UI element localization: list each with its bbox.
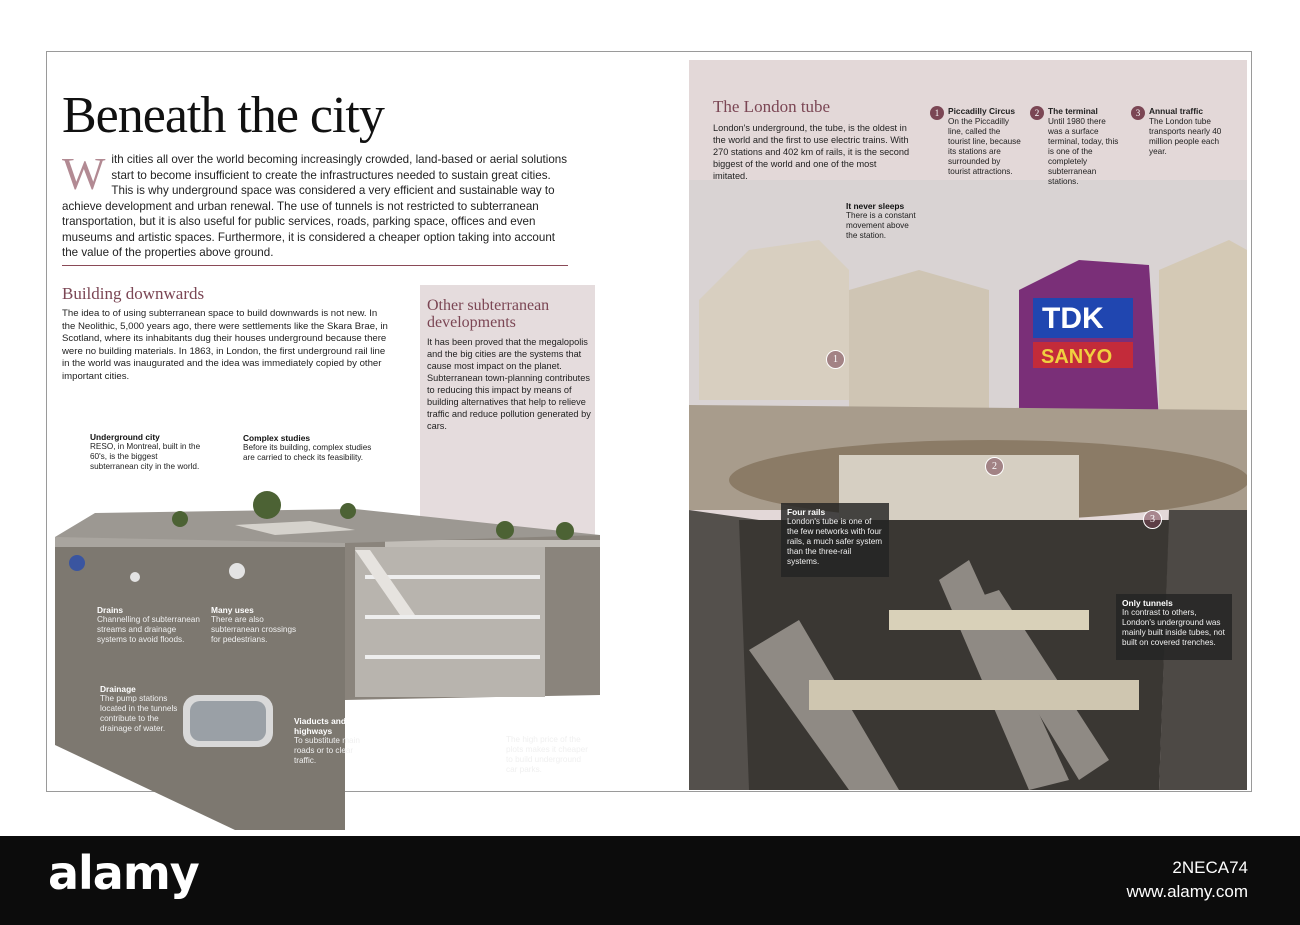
image-id: 2NECA74	[1172, 858, 1248, 877]
callout-text: To substitute main roads or to clear traffic.	[294, 736, 360, 765]
callout-never-sleeps	[846, 201, 918, 241]
sanyo-sign: SANYO	[1041, 346, 1113, 368]
callout-title: Viaducts and highways	[294, 716, 346, 736]
other-text: It has been proved that the megalopolis and the big cities are the systems that cause most impact on the planet. Subterranean town-planning contributes to reducing this impact by means of building alternatives that help to relieve traffic and reduce pollution generated by cars.	[427, 337, 591, 431]
callout-title: Parking lots	[506, 725, 554, 735]
callout-many-uses	[211, 605, 299, 645]
callout-title: Only tunnels	[1122, 598, 1173, 608]
callout-title: Four rails	[787, 507, 826, 517]
note-text: The London tube transports nearly 40 million people each year.	[1149, 117, 1222, 156]
other-heading: Other subterranean developments	[427, 297, 550, 331]
note-title: The terminal	[1048, 106, 1098, 116]
number-badge: 2	[1030, 106, 1044, 120]
alamy-logo: alamy	[48, 846, 199, 900]
number-badge: 1	[930, 106, 944, 120]
intro-paragraph	[62, 148, 572, 261]
note-title: Annual traffic	[1149, 106, 1203, 116]
city-cross-section-illustration	[55, 485, 605, 830]
callout-text: London's tube is one of the few networks with four rails, a much safer system than the three-rail systems.	[787, 517, 883, 566]
marker-1: 1	[826, 350, 845, 369]
note-text: On the Piccadilly line, called the tourist line, because its stations are surrounded by tourist attractions.	[948, 117, 1021, 176]
callout-underground-city	[90, 432, 202, 472]
divider-rule	[62, 265, 568, 266]
callout-drainage	[100, 684, 192, 734]
page-title: Beneath the city	[62, 87, 384, 144]
note-title: Piccadilly Circus	[948, 106, 1016, 116]
tube-heading: The London tube	[713, 97, 831, 116]
callout-text: Before its building, complex studies are carried to check its feasibility.	[243, 443, 372, 462]
callout-text: The pump stations located in the tunnels contribute to the drainage of water.	[100, 694, 178, 733]
note-annual-traffic	[1131, 106, 1227, 156]
callout-title: Many uses	[211, 605, 254, 615]
dropcap: W	[62, 148, 106, 199]
callout-text: Channelling of subterranean streams and drainage systems to avoid floods.	[97, 615, 200, 644]
callout-text: RESO, in Montreal, built in the 60's, is the biggest subterranean city in the world.	[90, 442, 201, 471]
callout-text: There is a constant movement above the station.	[846, 211, 916, 240]
marker-3: 3	[1143, 510, 1162, 529]
building-text: The idea to of using subterranean space to build downwards is not new. In the Neolithic, 5,000 years ago, there were settlements like the Skara Brae, in Scotland, where its inhabitants dug their houses underground because there were no building materials. In 1863, in London, the first underground rail line in the world was inaugurated and the idea was immediately copied by other important cities.	[62, 308, 388, 382]
number-badge: 3	[1131, 106, 1145, 120]
note-piccadilly-circus	[930, 106, 1026, 176]
tdk-sign: TDK	[1042, 302, 1104, 335]
tube-text: London's underground, the tube, is the oldest in the world and the first to use electric trains. With 270 stations and 402 km of rails, it is the second biggest of the world and one of the most imitated.	[713, 123, 910, 181]
callout-title: Drainage	[100, 684, 136, 694]
piccadilly-cutaway-illustration	[689, 180, 1247, 790]
marker-2: 2	[985, 457, 1004, 476]
callout-viaducts	[294, 716, 376, 766]
callout-parking	[506, 725, 592, 775]
callout-text: There are also subterranean crossings for pedestrians.	[211, 615, 297, 644]
callout-text: The high price of the plots makes it cheaper to build underground car parks.	[506, 735, 588, 774]
callout-complex-studies	[243, 433, 375, 463]
callout-title: Drains	[97, 605, 124, 615]
callout-title: Complex studies	[243, 433, 311, 443]
callout-text: In contrast to others, London's underground was mainly built inside tubes, not built on covered trenches.	[1122, 608, 1225, 647]
callout-title: Underground city	[90, 432, 160, 442]
callout-title: It never sleeps	[846, 201, 905, 211]
site-url: www.alamy.com	[1126, 882, 1248, 901]
callout-four-rails	[781, 503, 889, 577]
callout-only-tunnels	[1116, 594, 1232, 660]
callout-drains	[97, 605, 203, 645]
note-text: Until 1980 there was a surface terminal, today, this is one of the completely subterranean stations.	[1048, 117, 1119, 186]
building-heading: Building downwards	[62, 284, 205, 303]
note-the-terminal	[1030, 106, 1126, 186]
intro-text: ith cities all over the world becoming increasingly crowded, land-based or aerial solutions start to become insufficient to create the infrastructures needed to sustain great cities. This is why underground space was considered a very efficient and sustainable way to achieve development and urban renewal. The use of tunnels is not restricted to subterranean transportation, but it is also useful for public services, roads, parking space, offices and even museums and artistic spaces. Furthermore, it is considered a cheaper option taking into account the value of the properties above ground.	[62, 153, 568, 259]
